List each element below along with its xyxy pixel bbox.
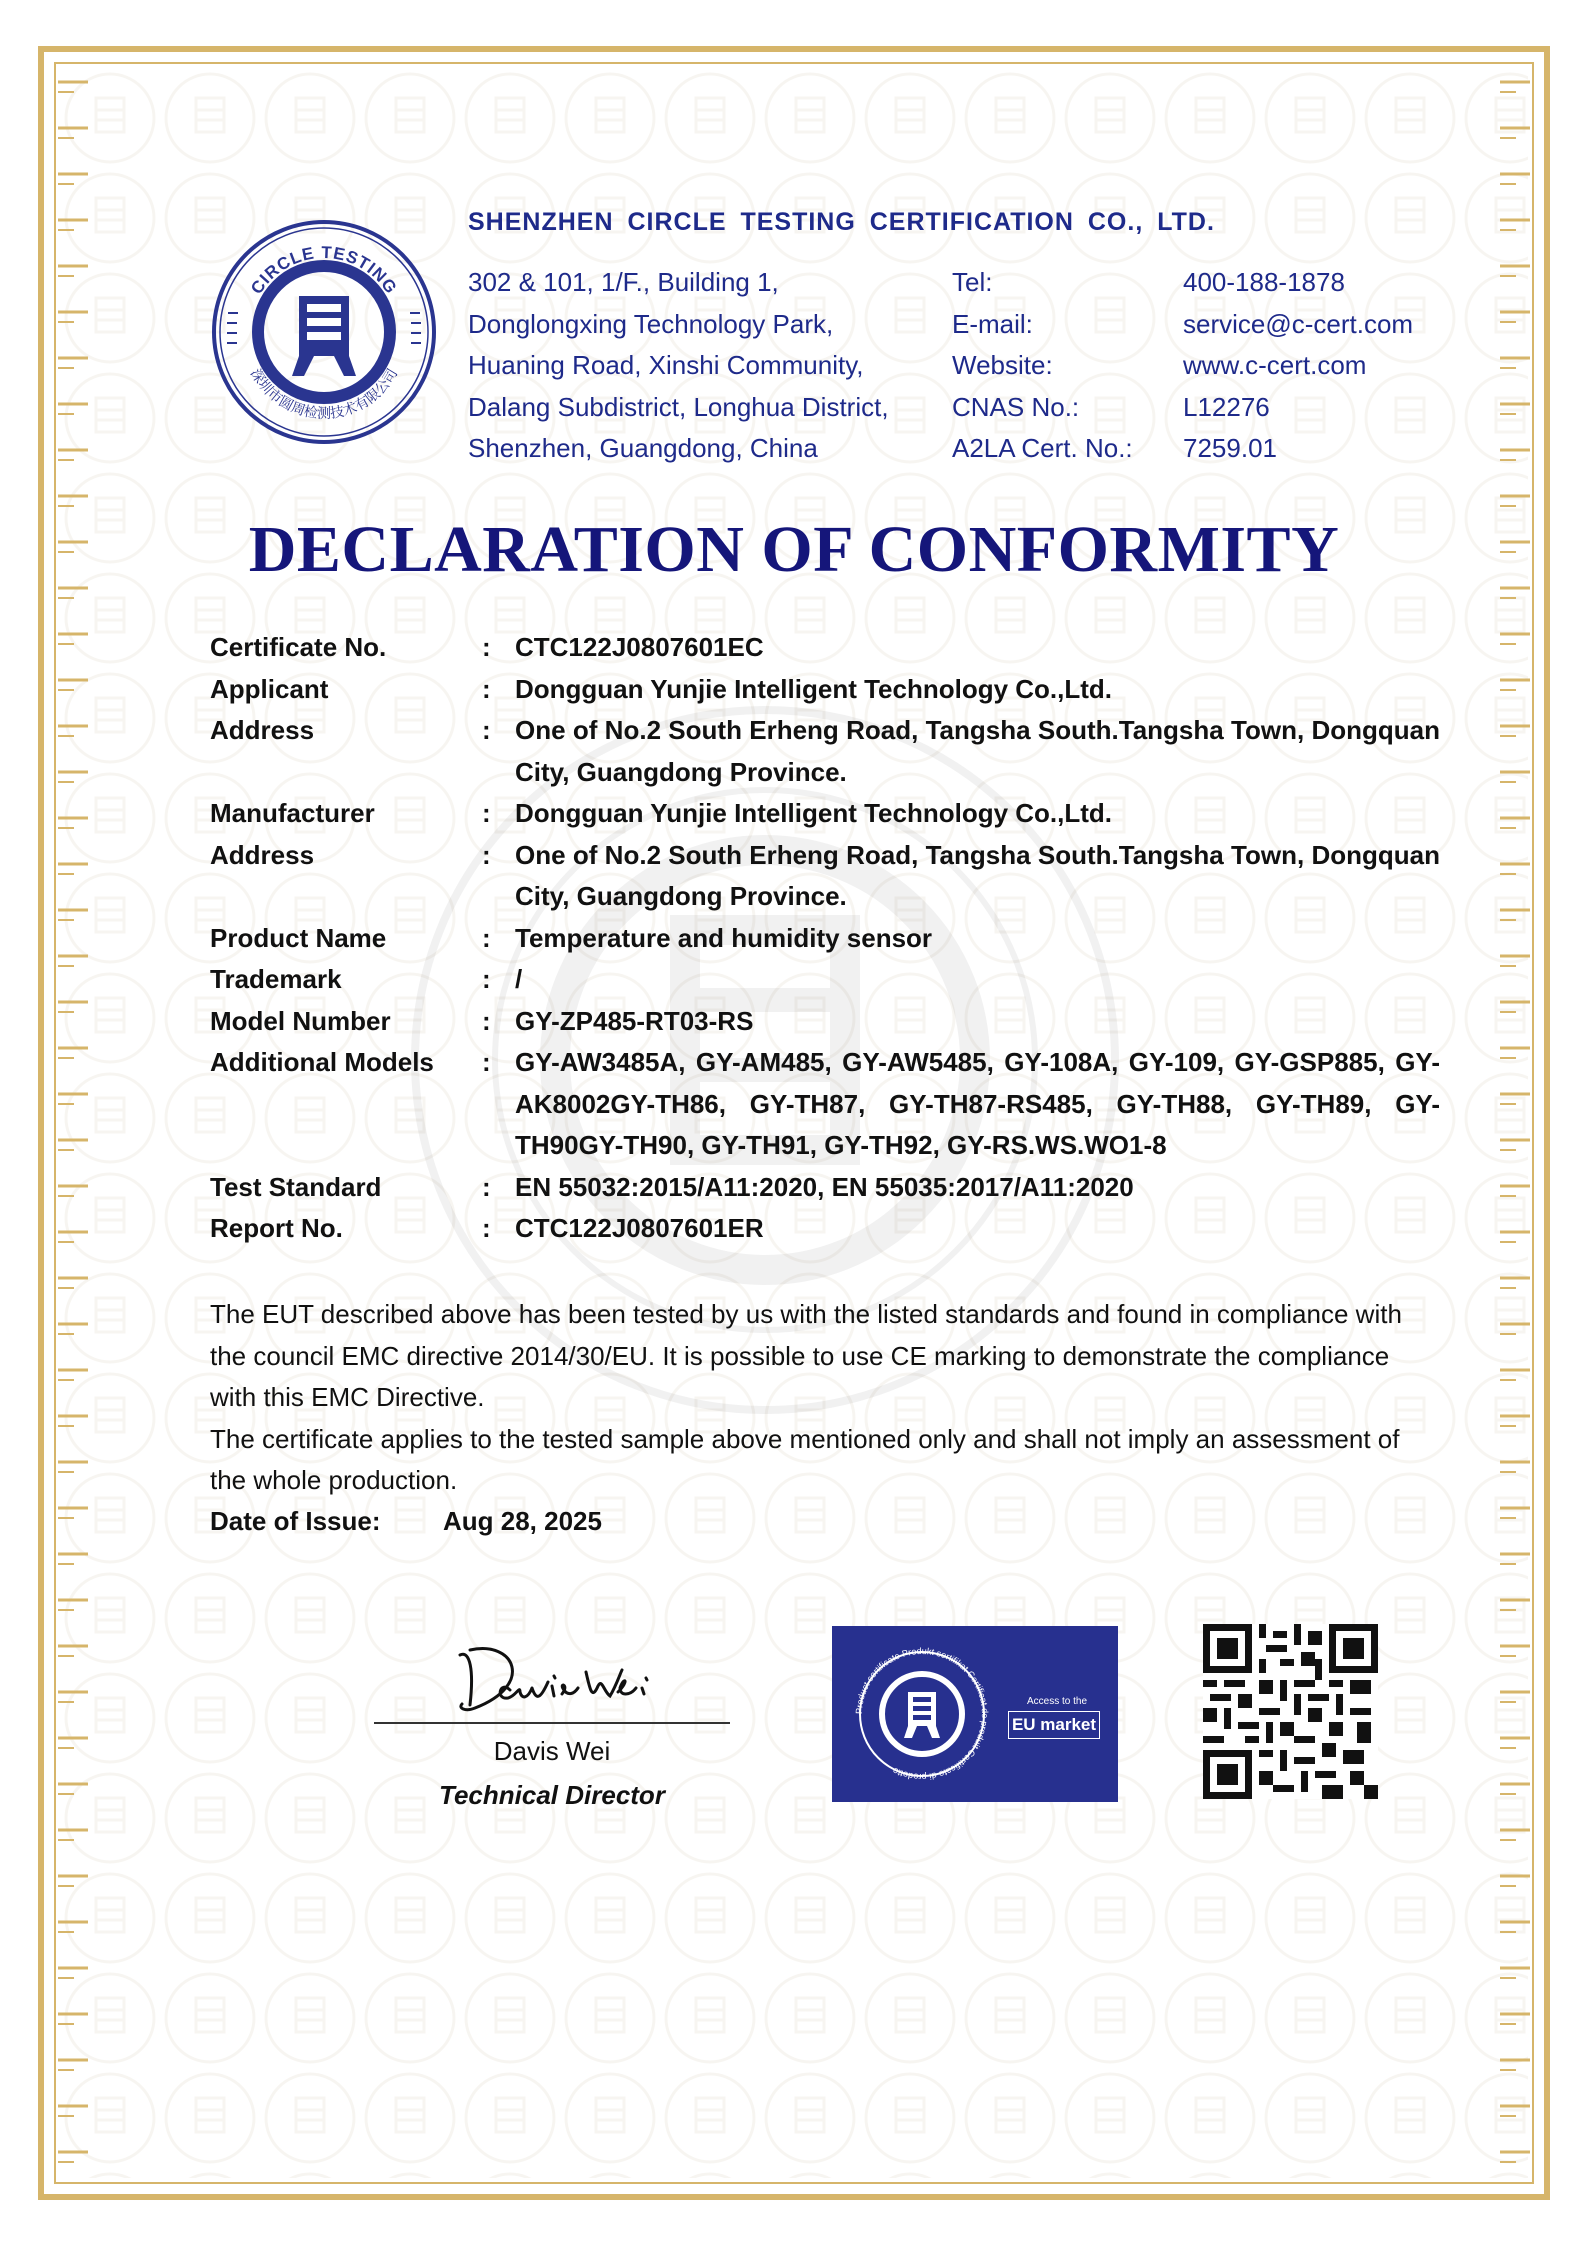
field-label: Model Number [210,1005,391,1036]
field-value: Dongguan Yunjie Intelligent Technology Co.,Ltd. [515,798,1113,828]
qr-code [1203,1624,1378,1799]
field-value: One of No.2 South Erheng Road, Tangsha South.Tangsha Town, Dongquan City, Guangdong Province. [515,839,1440,911]
field-label: Address [210,839,315,870]
address-line: Huaning Road, Xinshi Community, [468,350,864,380]
contact-value-tel: 400-188-1878 [1183,267,1345,297]
contact-value-a2la: 7259.01 [1183,433,1277,463]
contact-label-tel: Tel: [952,267,993,297]
field-manufacturer-address [210,835,1440,918]
field-label: Applicant [210,673,329,704]
product-certificate-seal [832,1626,1002,1802]
field-label: Trademark [210,964,342,994]
contact-values [1183,262,1413,470]
field-colon: : [482,964,491,994]
field-colon: : [482,922,491,953]
field-colon: : [482,1005,491,1036]
svg-text:深圳市圆周检测技术有限公司: 深圳市圆周检测技术有限公司 [246,366,402,422]
field-colon: : [482,1047,491,1077]
field-label: Additional Models [210,1047,434,1077]
field-label: Report No. [210,1213,343,1243]
field-applicant [210,669,1440,711]
statement-paragraph: The certificate applies to the tested sample above mentioned only and shall not imply an assessment of the whole production. [210,1423,1400,1495]
statement-paragraph: The EUT described above has been tested by us with the listed standards and found in compliance with the council EMC directive 2014/30/EU. It is possible to use CE marking to demonstrate the compliance with this EMC Directive. [210,1299,1402,1412]
address-line: Dalang Subdistrict, Longhua District, [468,391,889,422]
badge-access-text: Access to the [1026,1696,1088,1707]
issue-label: Date of Issue: [210,1506,381,1536]
field-label: Product Name [210,922,387,953]
field-value: GY-AW3485A, GY-AM485, GY-AW5485, GY-108A, GY-109, GY-GSP885, GY-AK8002GY-TH86, GY-TH87, GY-TH87-RS485, GY-TH88, GY-TH89, GY-TH90GY-TH90, GY-TH91, GY-TH92, GY-RS.WS.WO1-8 [515,1047,1440,1160]
field-certificate-no [210,627,1440,669]
field-value: Dongguan Yunjie Intelligent Technology Co.,Ltd. [515,673,1113,704]
field-applicant-address [210,710,1440,793]
eu-market-badge [832,1626,1118,1802]
field-label: Manufacturer [210,798,375,828]
address-line: 302 & 101, 1/F., Building 1, [468,267,779,297]
field-model-number [210,1001,1440,1043]
certificate-fields [210,627,1440,1250]
field-value: CTC122J0807601EC [515,632,764,662]
field-colon: : [482,798,491,828]
signatory-name: Davis Wei [493,1736,611,1766]
contact-labels [952,262,1133,470]
field-trademark [210,959,1440,1001]
field-value: CTC122J0807601ER [515,1213,764,1243]
left-border-ornament [58,70,88,2180]
svg-text:Product certificate Produkt s: Product certificate Produkt sertifikat Certificat de produit Certificato di prodotto [853,1645,991,1783]
contact-label-cnas: CNAS No.: [952,391,1080,422]
field-additional-models [210,1042,1440,1167]
field-report-no [210,1208,1440,1250]
field-product-name [210,918,1440,960]
field-value: GY-ZP485-RT03-RS [515,1005,754,1036]
company-logo [210,218,438,446]
contact-label-website: Website: [952,350,1053,380]
address-line: Donglongxing Technology Park, [468,308,834,339]
field-colon: : [482,1213,491,1243]
issue-date: Aug 28, 2025 [443,1506,602,1536]
field-value: EN 55032:2015/A11:2020, EN 55035:2017/A11:2020 [515,1171,1134,1202]
contact-label-a2la: A2LA Cert. No.: [952,433,1133,463]
compliance-statement [210,1294,1440,1502]
field-value: Temperature and humidity sensor [515,922,933,953]
contact-value-cnas: L12276 [1183,391,1270,422]
badge-market-text: EU market [1008,1711,1100,1739]
company-name: SHENZHEN CIRCLE TESTING CERTIFICATION CO., LTD. [468,208,1215,236]
field-manufacturer [210,793,1440,835]
field-colon: : [482,715,491,745]
contact-value-website: www.c-cert.com [1183,350,1367,380]
right-border-ornament [1500,70,1530,2180]
field-value: One of No.2 South Erheng Road, Tangsha South.Tangsha Town, Dongquan City, Guangdong Province. [515,715,1440,787]
field-colon: : [482,632,491,662]
field-label: Test Standard [210,1171,382,1202]
field-colon: : [482,673,491,704]
field-value: / [515,964,523,994]
date-of-issue [210,1506,602,1537]
contact-label-email: E-mail: [952,308,1033,339]
field-colon: : [482,839,491,870]
field-label: Certificate No. [210,632,387,662]
contact-value-email: service@c-cert.com [1183,308,1414,339]
signature-line [374,1722,730,1724]
address-line: Shenzhen, Guangdong, China [468,433,818,463]
field-colon: : [482,1171,491,1202]
company-address [468,262,889,470]
signatory-title: Technical Director [439,1780,665,1810]
document-title: DECLARATION OF CONFORMITY [248,513,1340,586]
handwritten-signature [440,1630,680,1720]
svg-text:CIRCLE TESTING: CIRCLE TESTING [247,242,401,298]
field-test-standard [210,1167,1440,1209]
field-label: Address [210,715,315,745]
